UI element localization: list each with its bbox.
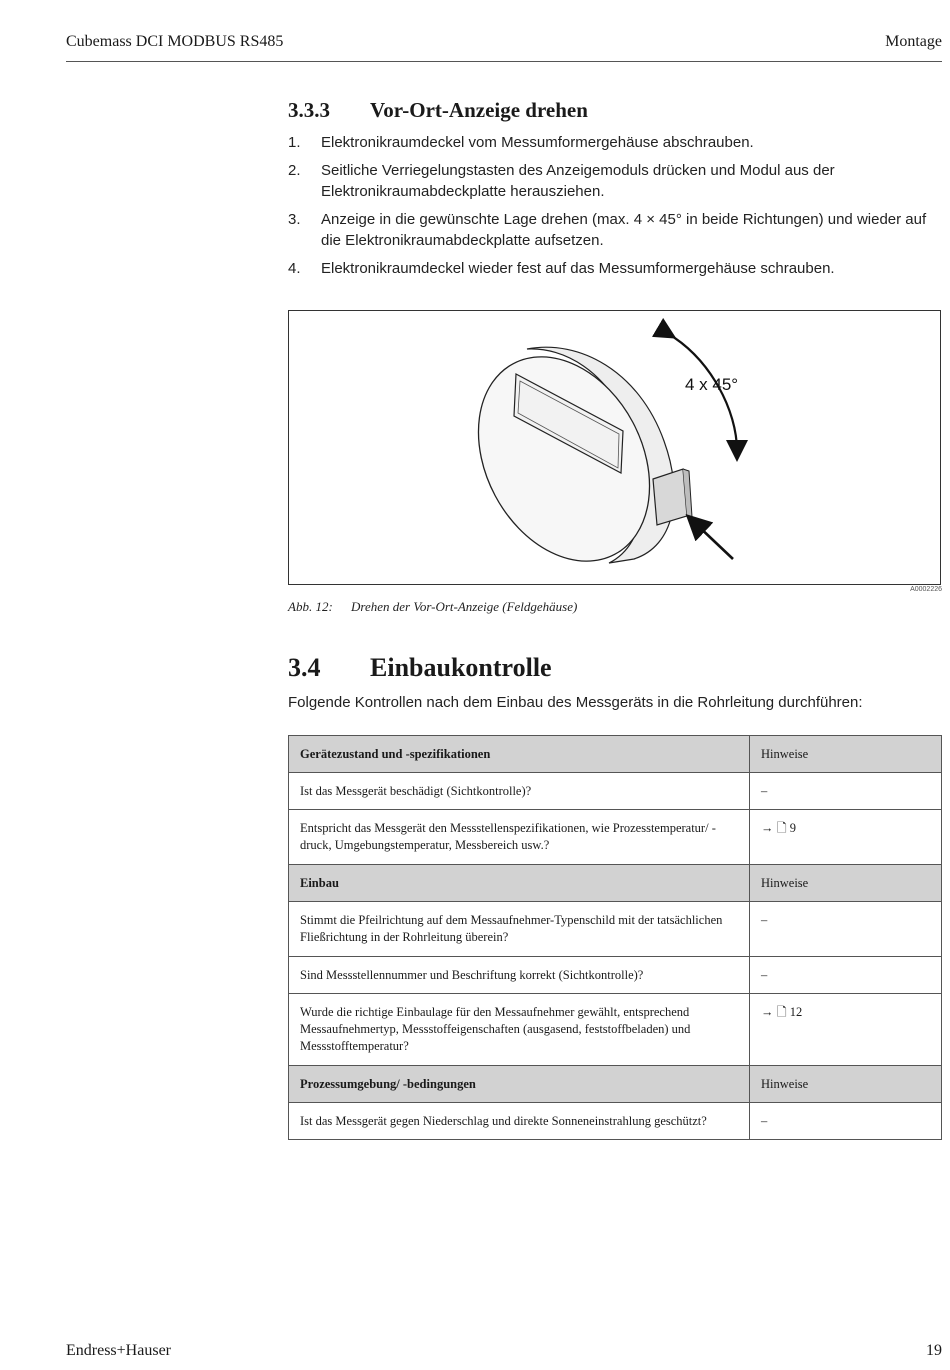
check-note: → 🗋 9 [750,810,942,865]
group-title: Gerätezustand und -spezifikationen [289,736,750,773]
section-number: 3.4 [288,653,321,682]
list-item [288,258,942,279]
section-heading-3-4 [288,653,552,683]
group-title: Prozessumgebung/ -bedingungen [289,1066,750,1103]
table-row [289,810,942,865]
table-group-header [289,865,942,902]
check-item: Ist das Messgerät gegen Niederschlag und direkte Sonneneinstrahlung geschützt? [289,1103,750,1140]
caption-text: Drehen der Vor-Ort-Anzeige (Feldgehäuse) [351,599,578,614]
list-item [288,132,942,153]
table-row [289,1103,942,1140]
table-group-header [289,736,942,773]
page-number: 19 [926,1342,942,1359]
check-item: Stimmt die Pfeilrichtung auf dem Messaufnehmer-Typenschild mit der tatsächlichen Fließrichtung in der Rohrleitung überein? [289,902,750,957]
list-item [288,160,942,202]
step-text: Seitliche Verriegelungstasten des Anzeigemoduls drücken und Modul aus der Elektronikraumabdeckplatte herausziehen. [321,162,835,200]
page-header [66,33,942,62]
display-module-illustration [289,311,940,584]
section-number: 3.3.3 [288,98,330,122]
table-row [289,957,942,994]
section-title: Einbaukontrolle [370,653,552,682]
table-row [289,773,942,810]
section-heading-3-3-3 [288,98,588,123]
section-title: Vor-Ort-Anzeige drehen [370,98,588,122]
step-number: 2. [288,162,301,179]
figure-display-rotation [288,310,941,585]
caption-label: Abb. 12: [288,599,333,614]
latch-button [653,469,687,525]
step-number: 4. [288,260,301,277]
press-arrow [695,523,733,559]
check-item: Entspricht das Messgerät den Messstellenspezifikationen, wie Prozesstemperatur/ -druck, Umgebungstemperatur, Messbereich usw.? [289,810,750,865]
check-note: → 🗋 12 [750,994,942,1066]
list-item [288,209,942,251]
rotation-label: 4 x 45° [685,375,739,394]
page-footer [66,1342,942,1360]
header-document-title: Cubemass DCI MODBUS RS485 [66,33,284,50]
check-note: – [750,957,942,994]
figure-code: A0002226 [910,586,942,593]
figure-caption [288,599,577,615]
installation-checklist-table [288,735,942,1140]
footer-company: Endress+Hauser [66,1342,171,1359]
check-item: Wurde die richtige Einbaulage für den Messaufnehmer gewählt, entsprechend Messaufnehmertyp, Messstoffeigenschaften (ausgasend, feststoffbeladen) und Messstofftemperatur? [289,994,750,1066]
group-notes-header: Hinweise [750,736,942,773]
check-note: – [750,1103,942,1140]
header-chapter: Montage [885,33,942,50]
check-note: – [750,902,942,957]
group-notes-header: Hinweise [750,865,942,902]
step-text: Elektronikraumdeckel vom Messumformergehäuse abschrauben. [321,134,754,151]
check-item: Ist das Messgerät beschädigt (Sichtkontrolle)? [289,773,750,810]
check-item: Sind Messstellennummer und Beschriftung korrekt (Sichtkontrolle)? [289,957,750,994]
step-text: Anzeige in die gewünschte Lage drehen (max. 4 × 45° in beide Richtungen) und wieder auf die Elektronikraumabdeckplatte aufsetzen. [321,211,927,249]
step-number: 1. [288,134,301,151]
steps-list [288,132,942,286]
group-title: Einbau [289,865,750,902]
step-number: 3. [288,211,301,228]
step-text: Elektronikraumdeckel wieder fest auf das Messumformergehäuse schrauben. [321,260,835,277]
table-group-header [289,1066,942,1103]
intro-paragraph: Folgende Kontrollen nach dem Einbau des Messgeräts in die Rohrleitung durchführen: [288,694,863,711]
check-note: – [750,773,942,810]
group-notes-header: Hinweise [750,1066,942,1103]
table-row [289,994,942,1066]
table-row [289,902,942,957]
